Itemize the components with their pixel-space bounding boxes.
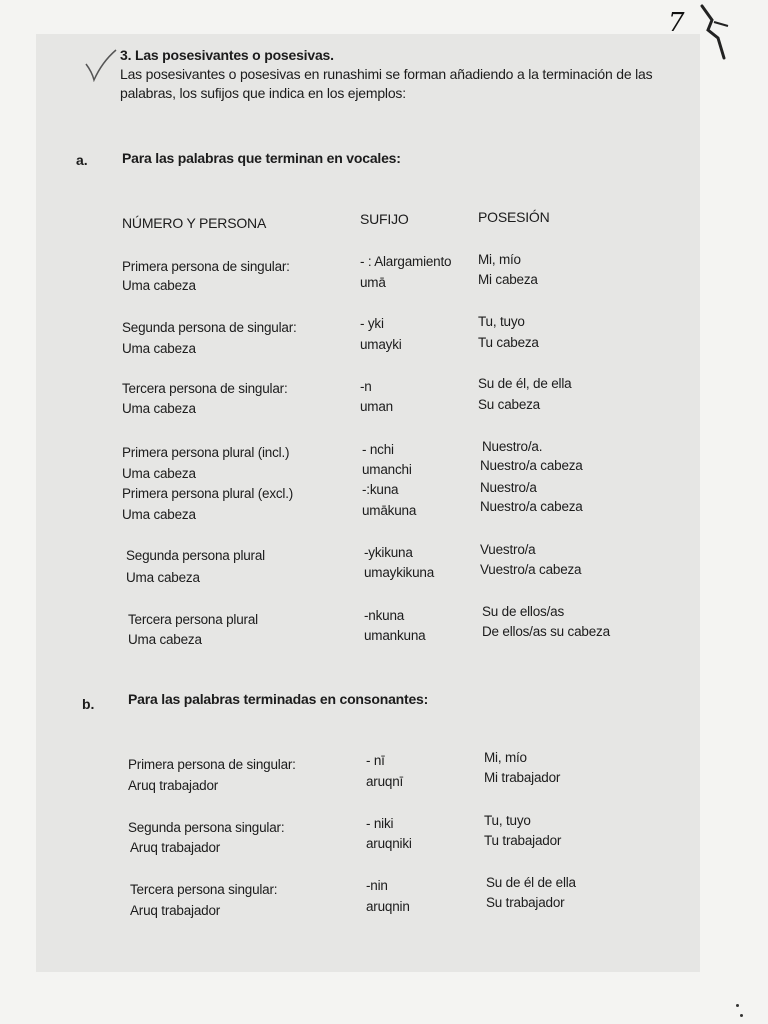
table-row-meaning: De ellos/as su cabeza <box>482 624 610 639</box>
table-row-suffix: -nin <box>366 878 388 893</box>
table-row-suffix: -:kuna <box>362 482 399 497</box>
table-row-suffix: - nchi <box>362 442 394 457</box>
table-row-possession: Su de él, de ella <box>478 376 572 391</box>
section-heading <box>120 46 680 103</box>
table-row-form: umankuna <box>364 628 426 643</box>
table-row-word: Aruq trabajador <box>130 840 221 855</box>
table-row-meaning: Nuestro/a cabeza <box>480 499 583 514</box>
table-row-person: Primera persona de singular: <box>122 259 290 274</box>
table-row-person: Tercera persona de singular: <box>122 381 288 396</box>
table-row-meaning: Mi trabajador <box>484 770 561 785</box>
table-row-form: aruqnī <box>366 774 404 789</box>
table-row-form: aruqnin <box>366 899 410 914</box>
table-row-person: Tercera persona singular: <box>130 882 278 897</box>
table-row-possession: Mi, mío <box>478 252 521 267</box>
table-row-person: Primera persona plural (incl.) <box>122 445 290 460</box>
staple-mark-icon <box>694 2 734 62</box>
table-row-form: umā <box>360 275 386 290</box>
table-row-suffix: - niki <box>366 816 394 831</box>
header-number-person: NÚMERO Y PERSONA <box>122 215 267 231</box>
table-row-word: Uma cabeza <box>122 507 196 522</box>
table-row-meaning: Mi cabeza <box>478 272 538 287</box>
table-row-person: Primera persona de singular: <box>128 757 296 772</box>
table-row-possession: Nuestro/a. <box>482 439 543 454</box>
table-row-person: Segunda persona de singular: <box>122 320 297 335</box>
section-a-title: Para las palabras que terminan en vocales: <box>122 150 401 166</box>
table-row-possession: Su de él de ella <box>486 875 576 890</box>
table-row-word: Aruq trabajador <box>130 903 221 918</box>
table-row-meaning: Tu cabeza <box>478 335 539 350</box>
table-row-meaning: Tu trabajador <box>484 833 562 848</box>
table-row-suffix: -n <box>360 379 372 394</box>
table-row-word: Uma cabeza <box>126 570 200 585</box>
table-row-word: Uma cabeza <box>128 632 202 647</box>
table-row-word: Uma cabeza <box>122 466 196 481</box>
table-row-suffix: -ykikuna <box>364 545 413 560</box>
table-row-form: umaykikuna <box>364 565 435 580</box>
table-row-possession: Tu, tuyo <box>478 314 525 329</box>
table-row-person: Primera persona plural (excl.) <box>122 486 294 501</box>
heading-intro: Las posesivantes o posesivas en runashimi se forman añadiendo a la terminación de las palabras, los sufijos que indica en los ejemplos: <box>120 66 653 101</box>
table-row-form: uman <box>360 399 393 414</box>
table-row-possession: Tu, tuyo <box>484 813 531 828</box>
table-row-word: Uma cabeza <box>122 401 196 416</box>
section-b-label: b. <box>82 696 95 712</box>
table-row-possession: Su de ellos/as <box>482 604 565 619</box>
table-row-meaning: Nuestro/a cabeza <box>480 458 583 473</box>
table-row-person: Tercera persona plural <box>128 612 258 627</box>
table-row-possession: Vuestro/a <box>480 542 536 557</box>
table-row-person: Segunda persona singular: <box>128 820 285 835</box>
table-row-form: umākuna <box>362 503 417 518</box>
heading-title: 3. Las posesivantes o posesivas. <box>120 47 334 63</box>
table-row-possession: Nuestro/a <box>480 480 537 495</box>
checkmark-icon <box>84 48 118 82</box>
table-row-form: umayki <box>360 337 402 352</box>
table-row-meaning: Vuestro/a cabeza <box>480 562 582 577</box>
table-row-form: aruqniki <box>366 836 412 851</box>
scan-speck <box>740 1014 743 1017</box>
header-suffix: SUFIJO <box>360 211 409 227</box>
table-row-person: Segunda persona plural <box>126 548 265 563</box>
table-row-meaning: Su cabeza <box>478 397 540 412</box>
section-b-title: Para las palabras terminadas en consonantes: <box>128 691 429 707</box>
table-row-possession: Mi, mío <box>484 750 527 765</box>
table-row-meaning: Su trabajador <box>486 895 565 910</box>
scan-speck <box>736 1004 739 1007</box>
table-row-word: Uma cabeza <box>122 341 196 356</box>
section-a-label: a. <box>76 152 88 168</box>
table-row-suffix: -nkuna <box>364 608 405 623</box>
table-row-form: umanchi <box>362 462 412 477</box>
page-number: 7 <box>668 8 685 38</box>
table-row-suffix: - yki <box>360 316 384 331</box>
table-row-word: Aruq trabajador <box>128 778 219 793</box>
table-row-word: Uma cabeza <box>122 278 196 293</box>
table-row-suffix: - nī <box>366 753 385 768</box>
table-row-suffix: - : Alargamiento <box>360 254 452 269</box>
header-possession: POSESIÓN <box>478 209 550 225</box>
